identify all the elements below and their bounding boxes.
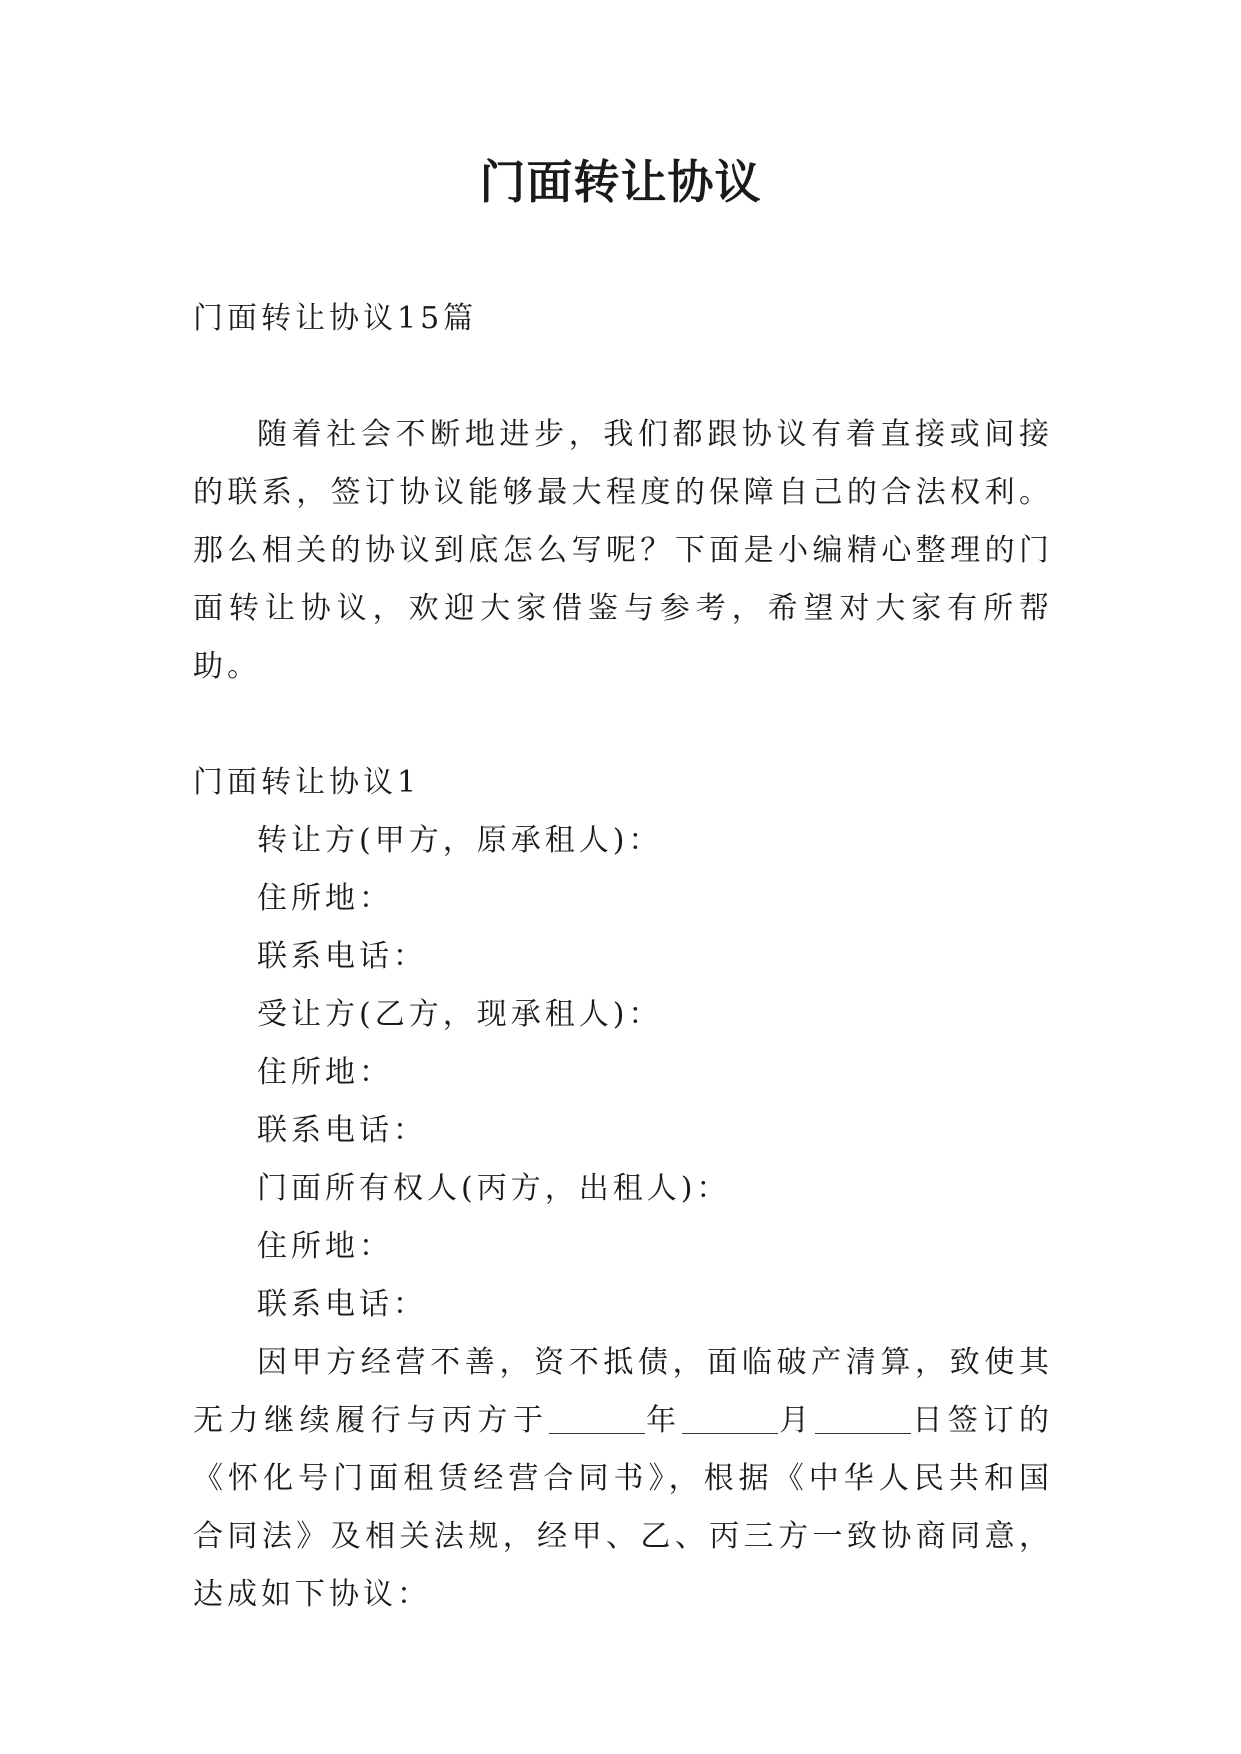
spacer xyxy=(193,696,1053,754)
clause-month-label: 月 xyxy=(777,1403,815,1438)
party-line: 住所地： xyxy=(257,881,393,916)
party-line: 住所地： xyxy=(257,1229,393,1264)
clause-text-part2: 日签订的《怀化号门面租赁经营合同书》，根据《中华人民共和国合同法》及相关法规，经甲、乙、丙三方一致协商同意，达成如下协议： xyxy=(193,1403,1054,1612)
intro-paragraph: 随着社会不断地进步，我们都跟协议有着直接或间接的联系，签订协议能够最大程度的保障自己的合法权利。那么相关的协议到底怎么写呢？下面是小编精心整理的门面转让协议，欢迎大家借鉴与参考，希望对大家有所帮助。 xyxy=(193,417,1053,684)
document-title: 门面转让协议 xyxy=(479,155,762,209)
section-heading: 门面转让协议1 xyxy=(193,765,421,800)
party-list xyxy=(193,812,1053,1334)
party-line: 联系电话： xyxy=(257,1113,427,1148)
party-line: 门面所有权人(丙方，出租人)： xyxy=(257,1171,731,1206)
document-subtitle: 门面转让协议15篇 xyxy=(193,301,478,336)
clause-text-part1: 因甲方经营不善，资不抵债，面临破产清算，致使其无力继续履行与丙方于 xyxy=(193,1345,1053,1438)
party-line: 联系电话： xyxy=(257,939,427,974)
party-line: 住所地： xyxy=(257,1055,393,1090)
day-blank xyxy=(815,1401,911,1434)
party-line: 联系电话： xyxy=(257,1287,427,1322)
clause-year-label: 年 xyxy=(644,1403,682,1438)
clause-paragraph xyxy=(193,1334,1053,1624)
spacer xyxy=(193,348,1053,406)
party-line: 转让方(甲方，原承租人)： xyxy=(257,823,663,858)
document-body xyxy=(193,290,1053,1624)
year-blank xyxy=(549,1401,645,1434)
party-line: 受让方(乙方，现承租人)： xyxy=(257,997,663,1032)
month-blank xyxy=(682,1401,778,1434)
